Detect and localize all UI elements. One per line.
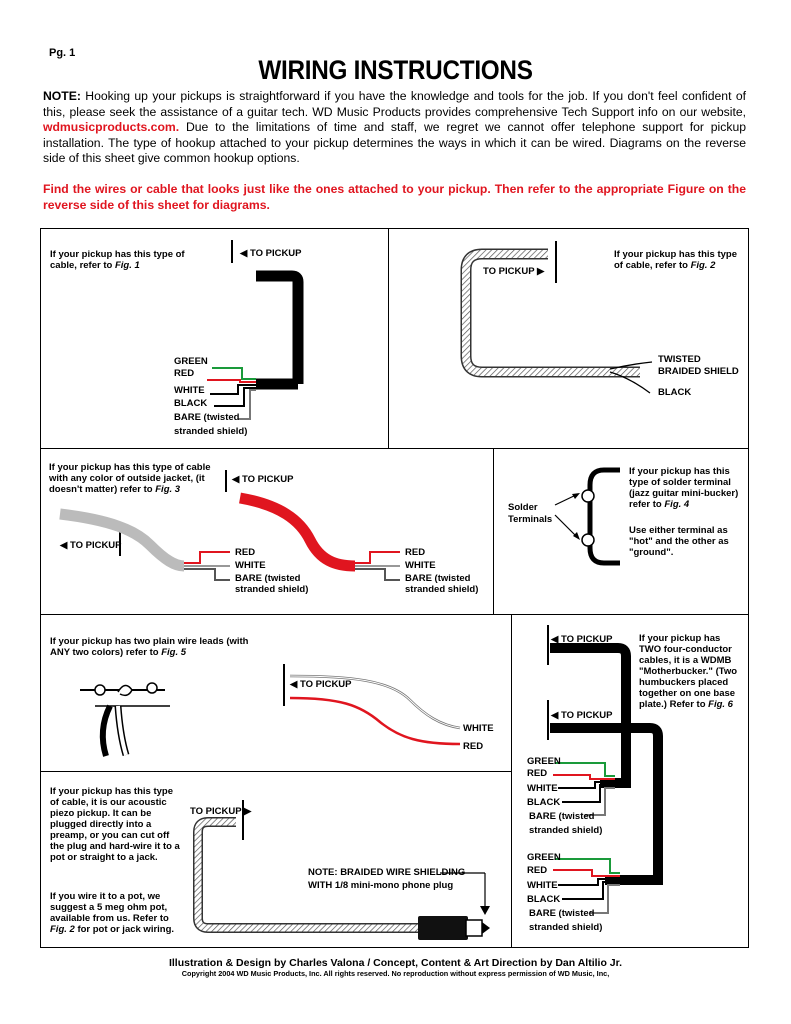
fig1-label-black: BLACK [174, 398, 208, 409]
fig2-to-pickup: TO PICKUP ▶ [483, 266, 545, 277]
fig3-to-pickup-red: ◀ TO PICKUP [232, 474, 294, 485]
piezo-fig-ref: Fig. 2 [50, 924, 75, 935]
fig6-b-label-green: GREEN [527, 852, 561, 863]
fig6-ref: Fig. 6 [708, 699, 733, 710]
fig5-to-pickup: ◀ TO PICKUP [290, 679, 352, 690]
fig3-to-pickup-gray: ◀ TO PICKUP [60, 540, 122, 551]
find-instruction: Find the wires or cable that looks just like the ones attached to your pickup. Then refer to the appropriate Figure on the reverse side of this sheet for diagrams. [43, 182, 746, 212]
fig4-terminals-label: Terminals [508, 514, 553, 525]
fig5-ref: Fig. 5 [161, 647, 187, 658]
piezo-note-2: WITH 1/8 mini-mono phone plug [308, 880, 454, 891]
fig4-either-terminal: Use either terminal as "hot" and the other as "ground". [629, 525, 729, 558]
intro-text-2: Due to the limitations of time and staff, we regret we cannot offer telephone support for pickup installation. The type of hookup attached to your pickup determines the ways in which it can be wired. Diagrams on the reverse side of this sheet give common hookup options. [43, 120, 746, 165]
fig6-a-label-white: WHITE [527, 783, 558, 794]
fig4-solder-label: Solder [508, 502, 538, 513]
piezo-to-pickup: TO PICKUP ▶ [190, 806, 252, 817]
credits: Illustration & Design by Charles Valona / Concept, Content & Art Direction by Dan Altilio Jr. [168, 957, 623, 969]
piezo-pot-advice: If you wire it to a pot, we suggest a 5 meg ohm pot, available from us. Refer to Fig. 2 for pot or jack wiring. [50, 891, 175, 935]
fig3-a-label-bare-2: stranded shield) [235, 584, 309, 595]
fig1-label-bare-2: stranded shield) [174, 426, 248, 437]
fig4-description: If your pickup has this type of solder terminal (jazz guitar mini-bucker) refer to Fig. 4 [629, 466, 739, 510]
fig2-label-twisted: TWISTED [658, 354, 701, 365]
fig3-description: If your pickup has this type of cable with any color of outside jacket, (it doesn't matter) refer to Fig. 3 [49, 462, 211, 495]
fig3-b-label-bare-2: stranded shield) [405, 584, 479, 595]
page-number: Pg. 1 [49, 47, 76, 59]
fig6-b-label-white: WHITE [527, 880, 558, 891]
fig6-a-label-green: GREEN [527, 756, 561, 767]
fig6-b-label-bare-2: stranded shield) [529, 922, 603, 933]
fig6-to-pickup-b: ◀ TO PICKUP [551, 710, 613, 721]
fig6-b-label-bare: BARE (twisted [529, 908, 595, 919]
fig4-ref: Fig. 4 [664, 499, 690, 510]
fig3-a-label-white: WHITE [235, 560, 266, 571]
intro-text-1: Hooking up your pickups is straightforward if you have the knowledge and tools for the job. If you don't feel confident of this, please seek the assistance of a guitar tech. WD Music Products provides comprehensive Tech Support info on our website, [43, 89, 746, 119]
fig6-a-label-bare-2: stranded shield) [529, 825, 603, 836]
fig2-ref: Fig. 2 [690, 260, 716, 271]
fig1-label-red: RED [174, 368, 195, 379]
fig6-to-pickup-a: ◀ TO PICKUP [551, 634, 613, 645]
fig6-b-label-black: BLACK [527, 894, 561, 905]
fig2-description: If your pickup has this type of cable, refer to Fig. 2 [614, 249, 737, 271]
piezo-description: If your pickup has this type of cable, it is our acoustic piezo pickup. It can be plugged directly into a preamp, or you can cut off the plug and hard-wire it to a pot or straight to a jack. [50, 786, 180, 863]
fig1-ref: Fig. 1 [114, 260, 140, 271]
fig5-label-red: RED [463, 741, 484, 752]
fig1-to-pickup: ◀ TO PICKUP [240, 248, 302, 259]
fig1-description: If your pickup has this type of cable, refer to Fig. 1 [50, 249, 185, 271]
fig1-label-white: WHITE [174, 385, 205, 396]
fig5-description: If your pickup has two plain wire leads (with ANY two colors) refer to Fig. 5 [50, 636, 249, 658]
fig3-ref: Fig. 3 [155, 484, 181, 495]
note-label: NOTE: [43, 89, 81, 103]
fig6-a-label-red: RED [527, 768, 548, 779]
fig2-label-black: BLACK [658, 387, 692, 398]
fig6-a-label-black: BLACK [527, 797, 561, 808]
fig3-a-label-bare: BARE (twisted [235, 573, 301, 584]
fig3-b-label-red: RED [405, 547, 426, 558]
page-title: WIRING INSTRUCTIONS [258, 55, 533, 85]
fig2-label-braided: BRAIDED SHIELD [658, 366, 739, 377]
piezo-note-1: NOTE: BRAIDED WIRE SHIELDING [308, 867, 466, 878]
website-link[interactable]: wdmusicproducts.com. [43, 120, 180, 134]
fig4-solder-terminals [555, 470, 620, 563]
fig1-cable [207, 240, 298, 419]
copyright: Copyright 2004 WD Music Products, Inc. All rights reserved. No reproduction without express permission of WD Music, Inc, [181, 969, 610, 978]
fig3-a-label-red: RED [235, 547, 256, 558]
fig1-label-bare: BARE (twisted [174, 412, 240, 423]
fig5-wires [80, 664, 460, 756]
fig5-label-white: WHITE [463, 723, 494, 734]
fig3-b-label-bare: BARE (twisted [405, 573, 471, 584]
fig6-b-label-red: RED [527, 865, 548, 876]
fig6-a-label-bare: BARE (twisted [529, 811, 595, 822]
fig1-label-green: GREEN [174, 356, 208, 367]
fig3-b-label-white: WHITE [405, 560, 436, 571]
fig6-description: If your pickup has TWO four-conductor cables, it is a WDMB "Motherbucker." (Two humbuckers placed together on one base plate.) Refer to Fig. 6 [639, 633, 738, 710]
